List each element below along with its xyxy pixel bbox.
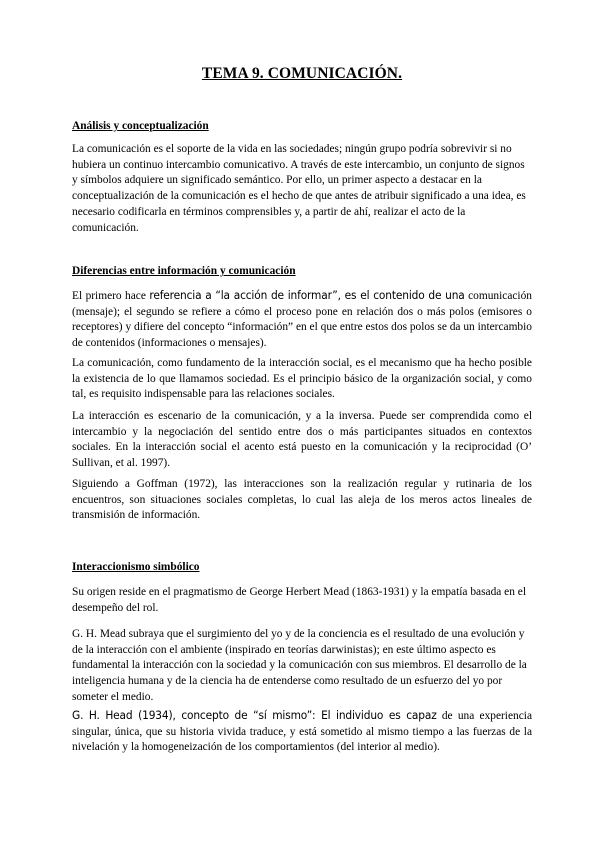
paragraph-interaccionismo-1: Su origen reside en el pragmatismo de George Herbert Mead (1863-1931) y la empatía basada en el desempeño del rol.: [72, 586, 526, 614]
section-heading-diferencias: Diferencias entre información y comunicación: [72, 265, 296, 277]
paragraph-analisis-1: La comunicación es el soporte de la vida en las sociedades; ningún grupo podría sobrevivir si no hubiera un continuo intercambio comunicativo. A través de este intercambio, un conjunto de signos y símbolos adquiere un significado semántico. Por ello, un primer aspecto a destacar en la conceptualización de la comunicación es el hecho de que antes de atribuir significado a una idea, es necesario codificarla en términos comprensibles y, a partir de ahí, realizar el acto de la comunicación.: [72, 143, 526, 234]
paragraph-interaccionismo-3-emphasis: G. H. Head (1934), concepto de “sí mismo”: El individuo es capaz: [72, 708, 437, 722]
paragraph-diferencias-1-rest: comunicación (mensaje); el segundo se refiere a cómo el proceso pone en relación dos o más polos (emisores o receptores) y difiere del concepto “información” en el que entre estos dos polos se da un intercambio de contenidos (informaciones o mensajes).: [72, 290, 532, 350]
paragraph-diferencias-2: La comunicación, como fundamento de la interacción social, es el mecanismo que ha hecho posible la existencia de lo que llamamos sociedad. Es el principio básico de la organización social, y como tal, es requisito indispensable para las relaciones sociales.: [72, 357, 532, 401]
paragraph-diferencias-1-emphasis: referencia a “la acción de informar”, es el contenido de una: [149, 288, 465, 302]
paragraph-interaccionismo-3-rest: de una experiencia singular, única, que su historia vivida traduce, y está sometido al mismo tiempo a las fuerzas de la nivelación y la homogeneización de los comportamientos (del interior al medio).: [72, 710, 533, 754]
section-heading-interaccionismo: Interaccionismo simbólico: [72, 561, 200, 573]
paragraph-diferencias-4: Siguiendo a Goffman (1972), las interacciones son la realización regular y rutinaria de los encuentros, son situaciones sociales completas, lo cual las aleja de los meros actos lineales de transmisión de información.: [72, 478, 532, 522]
paragraph-diferencias-1: [72, 288, 532, 352]
paragraph-interaccionismo-3: [72, 708, 532, 756]
section-heading-analisis: Análisis y conceptualización: [72, 120, 209, 132]
page-title: TEMA 9. COMUNICACIÓN.: [201, 65, 403, 82]
paragraph-interaccionismo-2: G. H. Mead subraya que el surgimiento del yo y de la conciencia es el resultado de una evolución y de la interacción con el ambiente (inspirado en teorías darwinistas); en este último aspecto es fundamental la interacción con la sociedad y la comunicación con sus miembros. El desarrollo de la inteligencia humana y de la ciencia ha de entenderse como resultado de un esfuerzo del yo por someter el medio.: [72, 628, 527, 703]
paragraph-diferencias-1-start: El primero hace: [72, 290, 150, 302]
paragraph-diferencias-3: La interacción es escenario de la comunicación, y a la inversa. Puede ser comprendida como el intercambio y la negociación del sentido entre dos o más participantes situados en contextos sociales. En la interacción social el acento está puesto en la comunicación y la reciprocidad (O’ Sullivan, et al. 1997).: [72, 410, 532, 470]
